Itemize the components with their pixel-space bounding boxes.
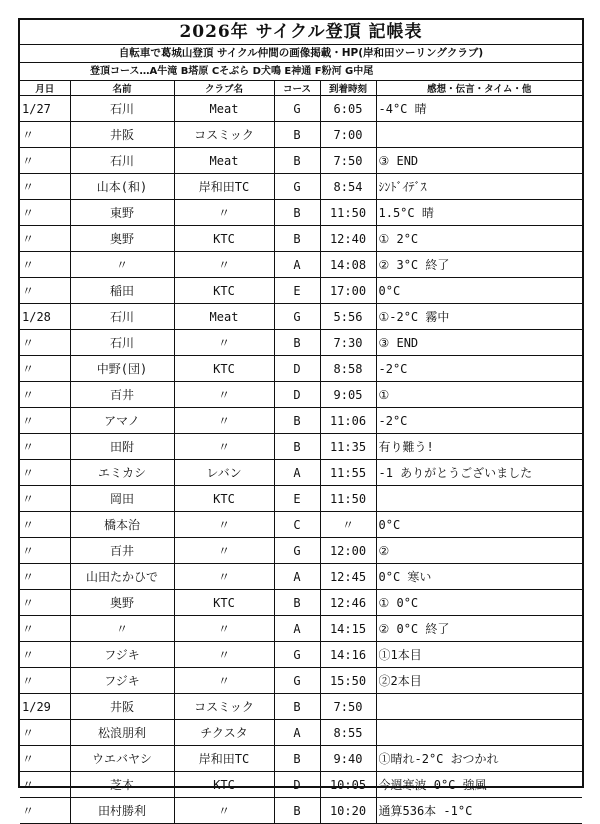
note-cell	[376, 694, 582, 720]
course-cell: B	[274, 148, 320, 174]
date-cell: 〃	[20, 486, 70, 512]
course-cell: G	[274, 668, 320, 694]
course-cell: G	[274, 96, 320, 122]
course-cell: B	[274, 746, 320, 772]
note-cell: ① 0°C	[376, 590, 582, 616]
note-cell: ③ END	[376, 148, 582, 174]
date-cell: 〃	[20, 746, 70, 772]
date-cell: 〃	[20, 122, 70, 148]
date-cell: 1/28	[20, 304, 70, 330]
table-row	[20, 434, 582, 460]
name-cell: 百井	[70, 382, 174, 408]
club-cell: 〃	[174, 434, 274, 460]
date-cell: 〃	[20, 278, 70, 304]
header-name: 名前	[70, 81, 174, 96]
club-cell: 〃	[174, 616, 274, 642]
time-cell: 9:40	[320, 746, 376, 772]
club-cell: 〃	[174, 564, 274, 590]
name-cell: エミカシ	[70, 460, 174, 486]
table-row	[20, 174, 582, 200]
time-cell: 7:50	[320, 694, 376, 720]
course-cell: E	[274, 486, 320, 512]
course-cell: B	[274, 798, 320, 824]
name-cell: 石川	[70, 330, 174, 356]
club-cell: KTC	[174, 590, 274, 616]
table-row	[20, 252, 582, 278]
date-cell: 1/29	[20, 694, 70, 720]
time-cell: 7:00	[320, 122, 376, 148]
name-cell: 田附	[70, 434, 174, 460]
club-cell: 〃	[174, 798, 274, 824]
name-cell: 石川	[70, 304, 174, 330]
note-cell: ①-2°C 霧中	[376, 304, 582, 330]
log-table	[20, 81, 582, 824]
date-cell: 〃	[20, 772, 70, 798]
note-cell: -2°C	[376, 356, 582, 382]
note-cell: 有り難う!	[376, 434, 582, 460]
table-row	[20, 720, 582, 746]
club-cell: 〃	[174, 408, 274, 434]
course-cell: B	[274, 226, 320, 252]
note-cell: ①	[376, 382, 582, 408]
time-cell: 7:50	[320, 148, 376, 174]
table-row	[20, 460, 582, 486]
course-cell: B	[274, 408, 320, 434]
course-cell: A	[274, 564, 320, 590]
table-row	[20, 590, 582, 616]
time-cell: 5:56	[320, 304, 376, 330]
note-cell: 0°C	[376, 278, 582, 304]
club-cell: 〃	[174, 330, 274, 356]
course-cell: B	[274, 434, 320, 460]
date-cell: 〃	[20, 564, 70, 590]
table-row	[20, 486, 582, 512]
course-cell: B	[274, 590, 320, 616]
date-cell: 〃	[20, 382, 70, 408]
course-cell: D	[274, 772, 320, 798]
note-cell: -1 ありがとうございました	[376, 460, 582, 486]
table-row	[20, 564, 582, 590]
course-cell: G	[274, 642, 320, 668]
club-cell: Meat	[174, 96, 274, 122]
date-cell: 〃	[20, 512, 70, 538]
club-cell: Meat	[174, 148, 274, 174]
table-row	[20, 330, 582, 356]
name-cell: 山本(和)	[70, 174, 174, 200]
table-row	[20, 746, 582, 772]
table-row	[20, 356, 582, 382]
time-cell: 11:50	[320, 486, 376, 512]
name-cell: 橋本治	[70, 512, 174, 538]
name-cell: 百井	[70, 538, 174, 564]
club-cell: 〃	[174, 642, 274, 668]
name-cell: 岡田	[70, 486, 174, 512]
time-cell: 15:50	[320, 668, 376, 694]
date-cell: 〃	[20, 434, 70, 460]
name-cell: 〃	[70, 252, 174, 278]
club-cell: 〃	[174, 512, 274, 538]
log-sheet	[18, 18, 584, 818]
club-cell: コスミック	[174, 694, 274, 720]
name-cell: 石川	[70, 148, 174, 174]
note-cell	[376, 486, 582, 512]
note-cell	[376, 720, 582, 746]
table-row	[20, 122, 582, 148]
table-row	[20, 200, 582, 226]
course-cell: B	[274, 330, 320, 356]
table-row	[20, 642, 582, 668]
course-cell: B	[274, 694, 320, 720]
time-cell: 7:30	[320, 330, 376, 356]
table-row	[20, 408, 582, 434]
name-cell: 〃	[70, 616, 174, 642]
name-cell: 中野(団)	[70, 356, 174, 382]
time-cell: 8:55	[320, 720, 376, 746]
course-legend: 登頂コース…A牛滝 B塔原 Cそぶら D犬鳴 E神通 F粉河 G中尾	[20, 63, 582, 81]
date-cell: 〃	[20, 174, 70, 200]
club-cell: 〃	[174, 668, 274, 694]
table-row	[20, 772, 582, 798]
note-cell: -4°C 晴	[376, 96, 582, 122]
table-row	[20, 668, 582, 694]
date-cell: 〃	[20, 330, 70, 356]
time-cell: 8:58	[320, 356, 376, 382]
name-cell: 井阪	[70, 694, 174, 720]
time-cell: 14:08	[320, 252, 376, 278]
note-cell: ② 0°C 終了	[376, 616, 582, 642]
time-cell: 10:05	[320, 772, 376, 798]
table-row	[20, 148, 582, 174]
course-cell: A	[274, 252, 320, 278]
course-cell: D	[274, 356, 320, 382]
date-cell: 〃	[20, 668, 70, 694]
header-date: 月日	[20, 81, 70, 96]
table-row	[20, 538, 582, 564]
log-body	[20, 96, 582, 824]
date-cell: 1/27	[20, 96, 70, 122]
name-cell: 芝本	[70, 772, 174, 798]
date-cell: 〃	[20, 642, 70, 668]
course-cell: B	[274, 122, 320, 148]
course-cell: G	[274, 304, 320, 330]
course-cell: G	[274, 174, 320, 200]
club-cell: 岸和田TC	[174, 746, 274, 772]
club-cell: 岸和田TC	[174, 174, 274, 200]
name-cell: ウエバヤシ	[70, 746, 174, 772]
course-cell: A	[274, 720, 320, 746]
date-cell: 〃	[20, 200, 70, 226]
time-cell: 12:00	[320, 538, 376, 564]
club-cell: チクスタ	[174, 720, 274, 746]
date-cell: 〃	[20, 226, 70, 252]
table-row	[20, 278, 582, 304]
course-cell: G	[274, 538, 320, 564]
page-subtitle: 自転車で葛城山登頂 サイクル仲間の画像掲載・HP(岸和田ツーリングクラブ)	[20, 45, 582, 63]
date-cell: 〃	[20, 252, 70, 278]
header-time: 到着時刻	[320, 81, 376, 96]
time-cell: 14:15	[320, 616, 376, 642]
time-cell: 11:35	[320, 434, 376, 460]
time-cell: 8:54	[320, 174, 376, 200]
club-cell: コスミック	[174, 122, 274, 148]
table-row	[20, 694, 582, 720]
note-cell: ②2本目	[376, 668, 582, 694]
club-cell: KTC	[174, 226, 274, 252]
name-cell: 奥野	[70, 226, 174, 252]
note-cell	[376, 122, 582, 148]
course-cell: A	[274, 460, 320, 486]
page-title: 2026年 サイクル登頂 記帳表	[20, 20, 582, 45]
name-cell: 石川	[70, 96, 174, 122]
course-cell: A	[274, 616, 320, 642]
note-cell: 0°C 寒い	[376, 564, 582, 590]
date-cell: 〃	[20, 148, 70, 174]
table-row	[20, 304, 582, 330]
table-row	[20, 96, 582, 122]
date-cell: 〃	[20, 460, 70, 486]
time-cell: 11:06	[320, 408, 376, 434]
name-cell: フジキ	[70, 668, 174, 694]
club-cell: レバン	[174, 460, 274, 486]
note-cell: 今週寒波 0°C 強風	[376, 772, 582, 798]
time-cell: 11:50	[320, 200, 376, 226]
course-cell: B	[274, 200, 320, 226]
name-cell: 稲田	[70, 278, 174, 304]
time-cell: 〃	[320, 512, 376, 538]
note-cell: 0°C	[376, 512, 582, 538]
name-cell: アマノ	[70, 408, 174, 434]
club-cell: Meat	[174, 304, 274, 330]
header-note: 感想・伝言・タイム・他	[376, 81, 582, 96]
table-row	[20, 798, 582, 824]
club-cell: KTC	[174, 356, 274, 382]
date-cell: 〃	[20, 798, 70, 824]
date-cell: 〃	[20, 590, 70, 616]
club-cell: 〃	[174, 382, 274, 408]
note-cell: ①1本目	[376, 642, 582, 668]
course-cell: E	[274, 278, 320, 304]
club-cell: 〃	[174, 252, 274, 278]
table-row	[20, 226, 582, 252]
course-cell: D	[274, 382, 320, 408]
name-cell: 奥野	[70, 590, 174, 616]
note-cell: -2°C	[376, 408, 582, 434]
name-cell: 東野	[70, 200, 174, 226]
time-cell: 12:46	[320, 590, 376, 616]
club-cell: KTC	[174, 486, 274, 512]
time-cell: 11:55	[320, 460, 376, 486]
name-cell: 山田たかひで	[70, 564, 174, 590]
table-row	[20, 616, 582, 642]
note-cell: ②	[376, 538, 582, 564]
date-cell: 〃	[20, 538, 70, 564]
time-cell: 6:05	[320, 96, 376, 122]
club-cell: KTC	[174, 278, 274, 304]
time-cell: 12:40	[320, 226, 376, 252]
table-row	[20, 382, 582, 408]
name-cell: フジキ	[70, 642, 174, 668]
header-course: コース	[274, 81, 320, 96]
time-cell: 14:16	[320, 642, 376, 668]
time-cell: 10:20	[320, 798, 376, 824]
note-cell: ③ END	[376, 330, 582, 356]
name-cell: 井阪	[70, 122, 174, 148]
name-cell: 松浪朋利	[70, 720, 174, 746]
note-cell: 通算536本 -1°C	[376, 798, 582, 824]
note-cell: ① 2°C	[376, 226, 582, 252]
note-cell: 1.5°C 晴	[376, 200, 582, 226]
header-club: クラブ名	[174, 81, 274, 96]
name-cell: 田村勝利	[70, 798, 174, 824]
header-row	[20, 81, 582, 96]
time-cell: 17:00	[320, 278, 376, 304]
date-cell: 〃	[20, 408, 70, 434]
table-row	[20, 512, 582, 538]
note-cell: ｼﾝﾄﾞｲﾃﾞｽ	[376, 174, 582, 200]
club-cell: KTC	[174, 772, 274, 798]
date-cell: 〃	[20, 356, 70, 382]
time-cell: 9:05	[320, 382, 376, 408]
date-cell: 〃	[20, 720, 70, 746]
course-cell: C	[274, 512, 320, 538]
date-cell: 〃	[20, 616, 70, 642]
club-cell: 〃	[174, 200, 274, 226]
time-cell: 12:45	[320, 564, 376, 590]
note-cell: ② 3°C 終了	[376, 252, 582, 278]
club-cell: 〃	[174, 538, 274, 564]
note-cell: ①晴れ-2°C おつかれ	[376, 746, 582, 772]
